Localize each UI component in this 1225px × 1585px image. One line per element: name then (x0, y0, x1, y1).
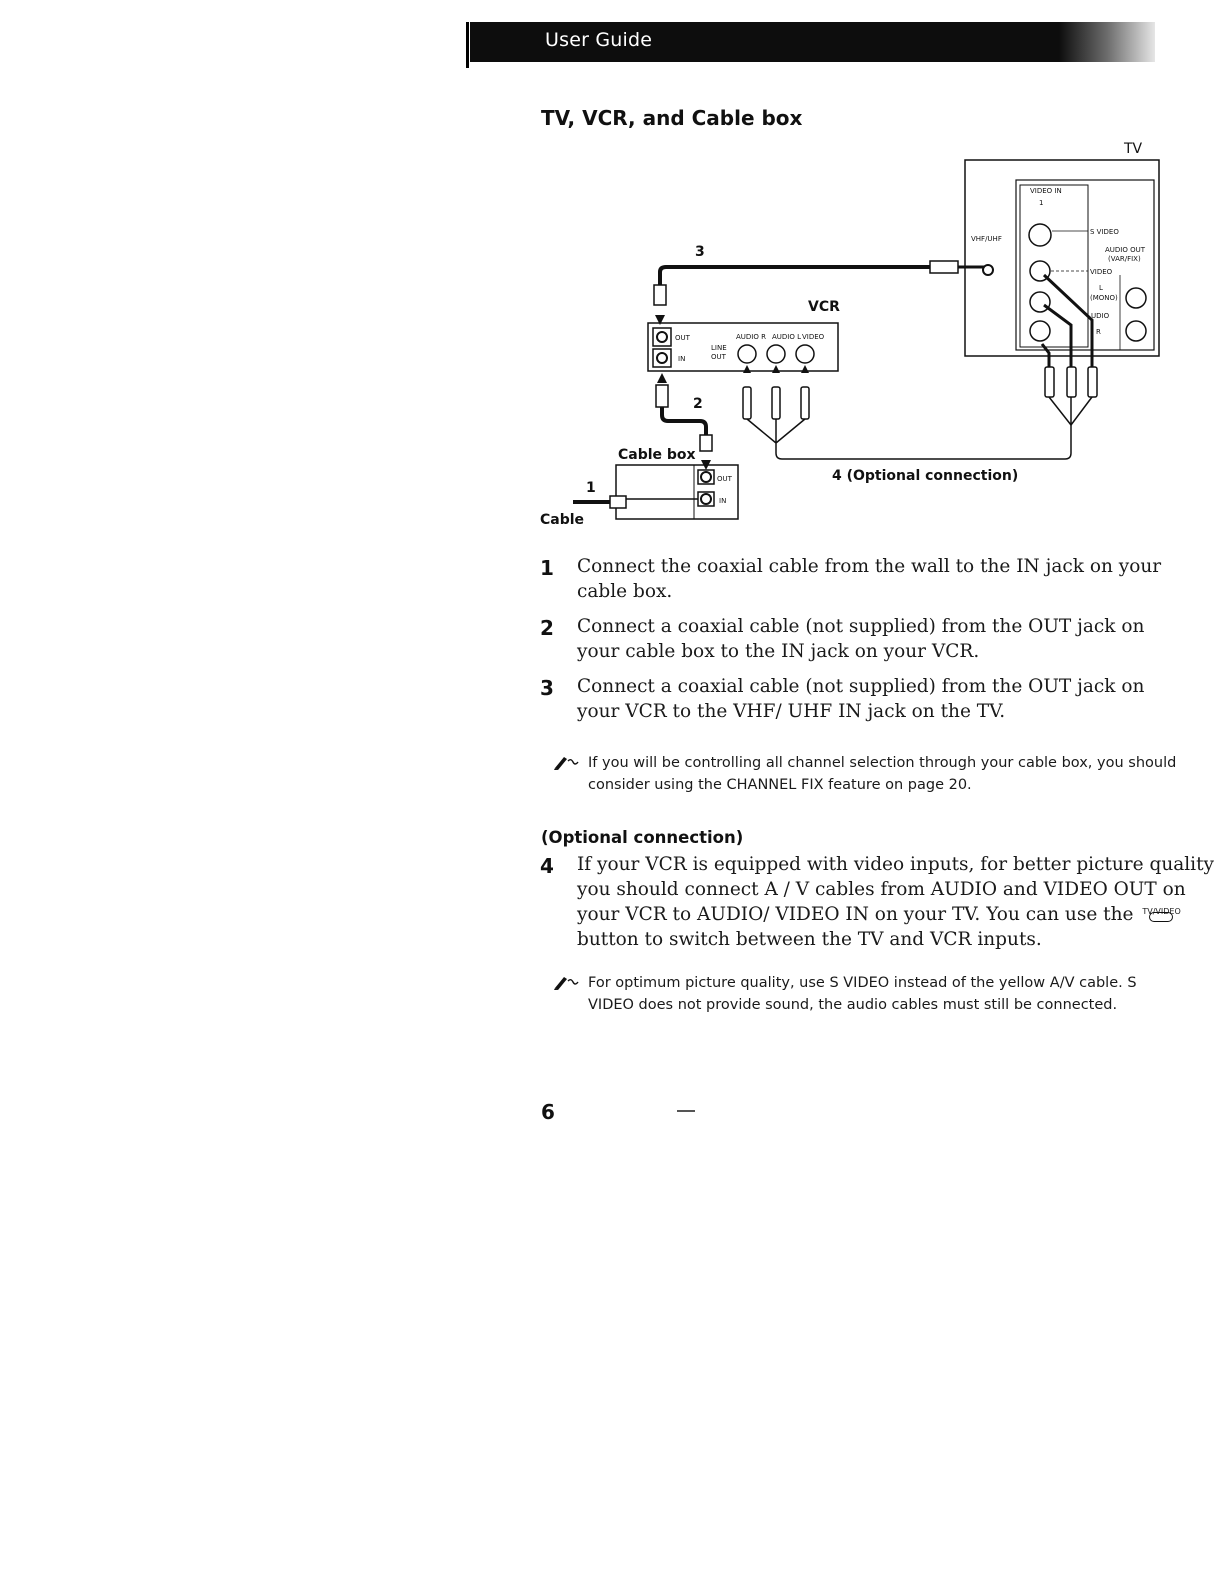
vcr-audio-l-jack (767, 345, 785, 363)
callout-2: 2 (693, 396, 703, 412)
note-pencil-icon (553, 973, 579, 991)
vcr-line-out-label: OUT (711, 353, 726, 361)
step-4-text: If your VCR is equipped with video inputs, for better picture quality you should connect A / V cables from AUDIO and VIDEO OUT on your VCR to AUDIO/ VIDEO IN on your TV. You can use the (577, 854, 1214, 925)
tv-av-plugs (1045, 367, 1097, 397)
vcr-in-label: IN (678, 355, 686, 363)
note-pencil-icon (553, 753, 579, 771)
step-text: Connect a coaxial cable (not supplied) from the OUT jack on your cable box to the IN jack on your VCR. (577, 616, 1145, 662)
cable-label: Cable (540, 512, 585, 528)
tv-video-label: VIDEO (1090, 268, 1113, 276)
tv-audio-label: UDIO (1091, 312, 1110, 320)
page-number: 6 (541, 1100, 555, 1124)
tv-mono-label: (MONO) (1090, 294, 1118, 302)
optional-connection-heading: (Optional connection) (541, 828, 744, 847)
cable-box-label: Cable box (618, 447, 696, 463)
step-number: 2 (540, 616, 554, 640)
step-item (540, 614, 1180, 664)
note-1-text: If you will be controlling all channel selection through your cable box, you should consider using the CHANNEL FIX feature on page 20. (588, 755, 1177, 793)
vcr-out-jack (657, 332, 667, 342)
step-4 (540, 852, 1217, 952)
tv-jack-panel (1016, 180, 1154, 350)
tv-r-label: R (1096, 328, 1101, 336)
step-item (540, 674, 1180, 724)
tv-audio-out-label: AUDIO OUT (1105, 246, 1146, 254)
box-out-jack (701, 472, 711, 482)
tv-vhf-uhf-label: VHF/UHF (971, 235, 1002, 243)
vcr-audio-r-jack (738, 345, 756, 363)
step-text: Connect the coaxial cable from the wall to the IN jack on your cable box. (577, 556, 1162, 602)
tv-audio-out-r-jack (1126, 321, 1146, 341)
vcr-line-label: LINE (711, 344, 727, 352)
tv-video-in-box (1020, 185, 1088, 347)
tv-var-fix-label: (VAR/FIX) (1108, 255, 1141, 263)
tv-audio-r-jack (1030, 321, 1050, 341)
box-in-label: IN (719, 497, 727, 505)
section-title: TV, VCR, and Cable box (541, 106, 803, 130)
note-2 (553, 972, 1183, 1016)
tv-l-label: L (1099, 284, 1103, 292)
tv-video-button-icon (1139, 902, 1183, 924)
step-item (540, 554, 1180, 604)
tv-video-in-label: VIDEO IN (1030, 187, 1062, 195)
step-number: 1 (540, 556, 554, 580)
box-in-jack (701, 494, 711, 504)
cable-3 (660, 267, 932, 303)
cable-box (616, 465, 738, 519)
vcr-video-label: VIDEO (802, 333, 825, 341)
note-2-text: For optimum picture quality, use S VIDEO instead of the yellow A/V cable. S VIDEO does not provide sound, the audio cables must still be connected. (588, 975, 1137, 1013)
step-4-text-end: button to switch between the TV and VCR inputs. (577, 929, 1042, 950)
box-out-label: OUT (717, 475, 732, 483)
vcr-audio-l-label: AUDIO L (772, 333, 802, 341)
tv-s-video-label: S VIDEO (1090, 228, 1119, 236)
note-1 (553, 752, 1183, 796)
vcr-video-jack (796, 345, 814, 363)
vcr-label: VCR (808, 299, 840, 315)
step-number: 4 (540, 854, 554, 878)
header-rule (466, 22, 469, 68)
header-title: User Guide (545, 29, 653, 51)
vcr-in-jack (657, 353, 667, 363)
callout-3: 3 (695, 244, 705, 260)
tv-s-video-jack (1029, 224, 1051, 246)
vcr-out-label: OUT (675, 334, 690, 342)
step-text: Connect a coaxial cable (not supplied) from the OUT jack on your VCR to the VHF/ UHF IN jack on the TV. (577, 676, 1145, 722)
callout-1: 1 (586, 480, 596, 496)
tv-input-1-label: 1 (1039, 199, 1044, 207)
footer-mark (677, 1110, 695, 1112)
vcr-av-plugs (743, 365, 809, 419)
step-text (577, 852, 1217, 952)
callout-4: 4 (Optional connection) (832, 468, 1019, 484)
connection-diagram (540, 135, 1170, 535)
tv-label: TV (1124, 141, 1143, 157)
tv-vhf-uhf-jack (983, 265, 993, 275)
vcr-audio-r-label: AUDIO R (736, 333, 766, 341)
steps-list (540, 554, 1180, 734)
step-number: 3 (540, 676, 554, 700)
tv-video-button-label: TV/VIDEO (1142, 907, 1181, 916)
tv-audio-out-l-jack (1126, 288, 1146, 308)
